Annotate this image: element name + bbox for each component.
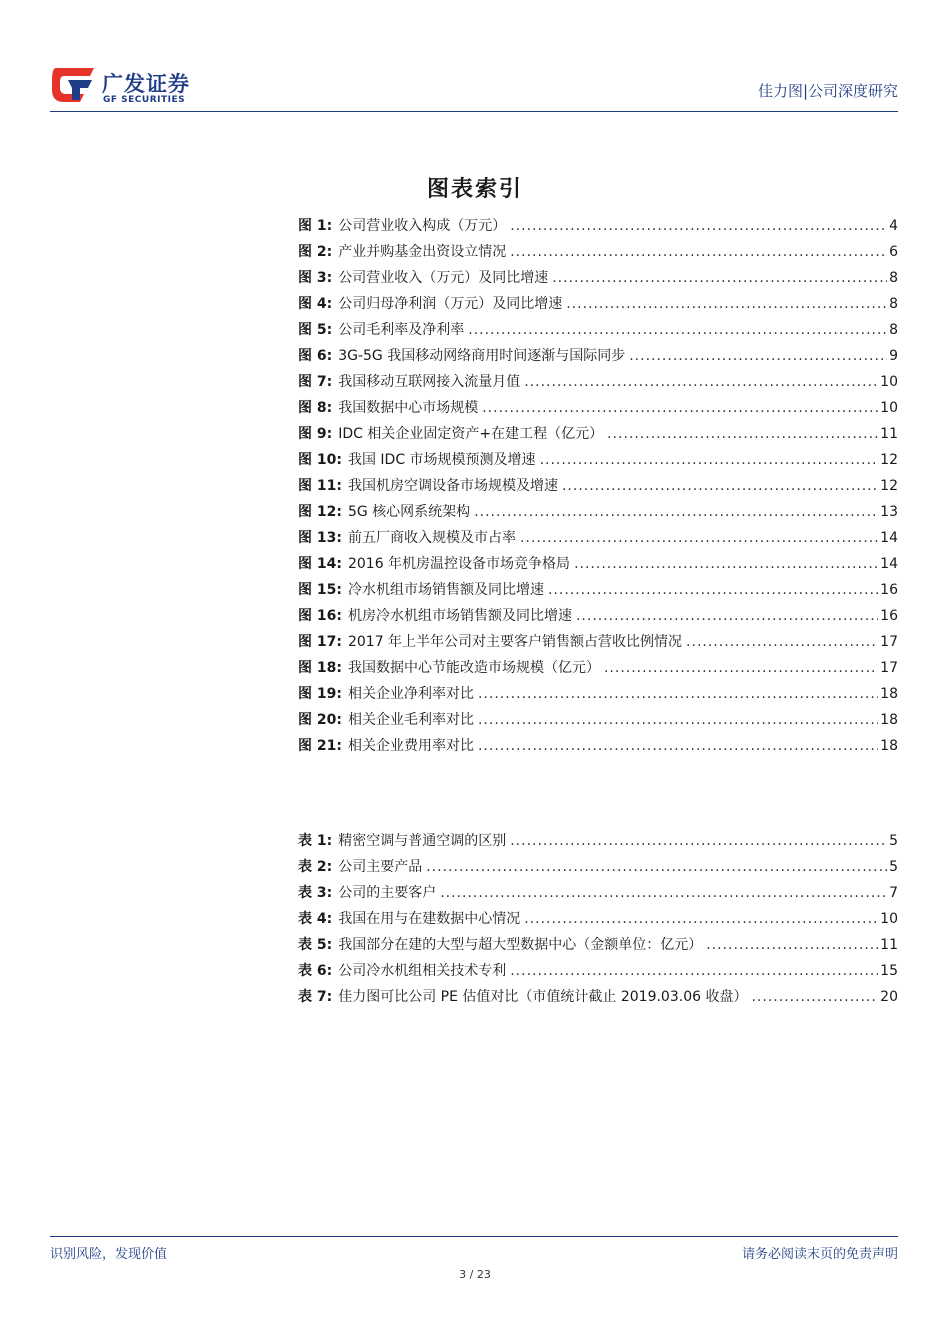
dot-leader — [510, 958, 878, 984]
logo-chinese-name: 广发证券 — [102, 72, 190, 96]
entry-page-number: 13 — [880, 504, 898, 520]
entry-title: 相关企业毛利率对比 — [347, 712, 474, 728]
dot-leader — [426, 854, 887, 880]
entry-title: 前五厂商收入规模及市占率 — [347, 530, 516, 546]
figure-index-entry[interactable] — [298, 551, 898, 577]
table-index-entry[interactable] — [298, 828, 898, 854]
dot-leader — [607, 421, 878, 447]
dot-leader — [482, 395, 878, 421]
entry-title: 2017 年上半年公司对主要客户销售额占营收比例情况 — [347, 634, 683, 650]
dot-leader — [524, 369, 878, 395]
dot-leader — [510, 213, 887, 239]
table-index-entry[interactable] — [298, 958, 898, 984]
dot-leader — [576, 603, 878, 629]
entry-label: 图 10: — [298, 452, 342, 468]
entry-title: 机房冷水机组市场销售额及同比增速 — [347, 608, 572, 624]
entry-title: 公司主要产品 — [338, 859, 423, 875]
entry-title: 公司营业收入构成（万元） — [338, 218, 507, 234]
figure-index-entry[interactable] — [298, 291, 898, 317]
entry-label: 图 1: — [298, 218, 333, 234]
dot-leader — [562, 473, 878, 499]
entry-label: 图 9: — [298, 426, 333, 442]
entry-page-number: 4 — [889, 218, 898, 234]
dot-leader — [478, 733, 878, 759]
entry-label: 图 7: — [298, 374, 333, 390]
footer-disclaimer-link[interactable]: 请务必阅读末页的免责声明 — [741, 1247, 898, 1262]
entry-page-number: 8 — [889, 296, 898, 312]
dot-leader — [566, 291, 887, 317]
logo-english-name: GF SECURITIES — [103, 95, 186, 105]
entry-label: 表 7: — [298, 989, 333, 1005]
entry-title: 相关企业净利率对比 — [347, 686, 474, 702]
entry-page-number: 14 — [880, 530, 898, 546]
entry-title: 公司营业收入（万元）及同比增速 — [338, 270, 549, 286]
page-number: 3 / 23 — [459, 1268, 491, 1281]
entry-page-number: 8 — [889, 270, 898, 286]
entry-label: 图 2: — [298, 244, 333, 260]
entry-label: 表 3: — [298, 885, 333, 901]
entry-label: 图 17: — [298, 634, 342, 650]
entry-title: 我国移动互联网接入流量月值 — [338, 374, 521, 390]
entry-page-number: 16 — [880, 582, 898, 598]
entry-title: 3G-5G 我国移动网络商用时间逐渐与国际同步 — [338, 348, 626, 364]
figure-index-entry[interactable] — [298, 421, 898, 447]
entry-page-number: 10 — [880, 911, 898, 927]
figure-index-entry[interactable] — [298, 603, 898, 629]
entry-title: 我国数据中心市场规模 — [338, 400, 479, 416]
entry-title: 我国机房空调设备市场规模及增速 — [347, 478, 558, 494]
entry-label: 图 20: — [298, 712, 342, 728]
entry-label: 图 12: — [298, 504, 342, 520]
figure-index-entry[interactable] — [298, 213, 898, 239]
entry-page-number: 5 — [889, 859, 898, 875]
entry-page-number: 15 — [880, 963, 898, 979]
dot-leader — [751, 984, 878, 1010]
figure-index-entry[interactable] — [298, 655, 898, 681]
dot-leader — [540, 447, 879, 473]
entry-page-number: 8 — [889, 322, 898, 338]
dot-leader — [604, 655, 878, 681]
figure-index-entry[interactable] — [298, 395, 898, 421]
dot-leader — [520, 525, 878, 551]
dot-leader — [510, 828, 887, 854]
dot-leader — [510, 239, 887, 265]
dot-leader — [548, 577, 878, 603]
company-logo — [50, 62, 220, 110]
entry-title: 我国数据中心节能改造市场规模（亿元） — [347, 660, 600, 676]
entry-label: 图 11: — [298, 478, 342, 494]
dot-leader — [574, 551, 878, 577]
report-tag: 佳力图|公司深度研究 — [757, 82, 898, 100]
entry-page-number: 18 — [880, 738, 898, 754]
figure-index-entry[interactable] — [298, 577, 898, 603]
figure-index-entry[interactable] — [298, 317, 898, 343]
entry-page-number: 5 — [889, 833, 898, 849]
entry-page-number: 18 — [880, 686, 898, 702]
entry-page-number: 11 — [880, 426, 898, 442]
entry-title: 相关企业费用率对比 — [347, 738, 474, 754]
entry-label: 图 14: — [298, 556, 342, 572]
entry-title: 公司冷水机组相关技术专利 — [338, 963, 507, 979]
entry-page-number: 10 — [880, 400, 898, 416]
entry-label: 图 6: — [298, 348, 333, 364]
entry-label: 图 16: — [298, 608, 342, 624]
entry-page-number: 6 — [889, 244, 898, 260]
dot-leader — [524, 906, 878, 932]
dot-leader — [686, 629, 878, 655]
figure-index-entry[interactable] — [298, 629, 898, 655]
table-index-entry[interactable] — [298, 854, 898, 880]
figure-index-entry[interactable] — [298, 265, 898, 291]
dot-leader — [440, 880, 887, 906]
figure-index-entry[interactable] — [298, 239, 898, 265]
entry-page-number: 11 — [880, 937, 898, 953]
figure-index-entry[interactable] — [298, 369, 898, 395]
entry-title: 精密空调与普通空调的区别 — [338, 833, 507, 849]
figure-index-entry[interactable] — [298, 473, 898, 499]
entry-label: 表 4: — [298, 911, 333, 927]
entry-title: 公司归母净利润（万元）及同比增速 — [338, 296, 563, 312]
entry-label: 表 6: — [298, 963, 333, 979]
dot-leader — [552, 265, 887, 291]
entry-page-number: 7 — [889, 885, 898, 901]
figure-index-entry[interactable] — [298, 343, 898, 369]
entry-page-number: 14 — [880, 556, 898, 572]
figure-index-entry[interactable] — [298, 707, 898, 733]
table-index-entry[interactable] — [298, 880, 898, 906]
dot-leader — [474, 499, 878, 525]
entry-page-number: 17 — [880, 634, 898, 650]
entry-title: 公司的主要客户 — [338, 885, 437, 901]
entry-label: 图 4: — [298, 296, 333, 312]
entry-title: 我国在用与在建数据中心情况 — [338, 911, 521, 927]
toc-title: 图表索引 — [426, 177, 523, 202]
table-index-list — [298, 828, 898, 1010]
dot-leader — [706, 932, 878, 958]
entry-label: 表 1: — [298, 833, 333, 849]
entry-label: 图 15: — [298, 582, 342, 598]
entry-page-number: 17 — [880, 660, 898, 676]
entry-page-number: 10 — [880, 374, 898, 390]
entry-label: 图 3: — [298, 270, 333, 286]
dot-leader — [468, 317, 887, 343]
entry-title: 5G 核心网系统架构 — [347, 504, 471, 520]
dot-leader — [629, 343, 887, 369]
entry-title: IDC 相关企业固定资产+在建工程（亿元） — [338, 426, 604, 442]
entry-page-number: 18 — [880, 712, 898, 728]
table-index-entry[interactable] — [298, 984, 898, 1010]
figure-index-entry[interactable] — [298, 525, 898, 551]
entry-page-number: 12 — [880, 452, 898, 468]
footer-divider — [50, 1236, 898, 1237]
entry-title: 2016 年机房温控设备市场竞争格局 — [347, 556, 571, 572]
header-divider — [50, 111, 898, 112]
figure-index-entry[interactable] — [298, 733, 898, 759]
entry-label: 图 18: — [298, 660, 342, 676]
entry-label: 图 19: — [298, 686, 342, 702]
entry-label: 图 21: — [298, 738, 342, 754]
figure-index-entry[interactable] — [298, 681, 898, 707]
entry-page-number: 9 — [889, 348, 898, 364]
figure-index-list — [298, 213, 898, 759]
entry-label: 表 5: — [298, 937, 333, 953]
figure-index-entry[interactable] — [298, 499, 898, 525]
gf-logo-icon — [50, 62, 98, 108]
dot-leader — [478, 707, 878, 733]
entry-title: 产业并购基金出资设立情况 — [338, 244, 507, 260]
entry-label: 图 5: — [298, 322, 333, 338]
entry-title: 我国 IDC 市场规模预测及增速 — [347, 452, 536, 468]
entry-title: 佳力图可比公司 PE 估值对比（市值统计截止 2019.03.06 收盘） — [338, 989, 748, 1005]
entry-label: 图 13: — [298, 530, 342, 546]
entry-page-number: 16 — [880, 608, 898, 624]
footer-slogan: 识别风险，发现价值 — [50, 1247, 168, 1262]
entry-title: 我国部分在建的大型与超大型数据中心（金额单位：亿元） — [338, 937, 703, 953]
table-index-entry[interactable] — [298, 906, 898, 932]
entry-page-number: 20 — [880, 989, 898, 1005]
entry-title: 冷水机组市场销售额及同比增速 — [347, 582, 544, 598]
entry-title: 公司毛利率及净利率 — [338, 322, 465, 338]
table-index-entry[interactable] — [298, 932, 898, 958]
dot-leader — [478, 681, 878, 707]
entry-label: 表 2: — [298, 859, 333, 875]
entry-label: 图 8: — [298, 400, 333, 416]
figure-index-entry[interactable] — [298, 447, 898, 473]
entry-page-number: 12 — [880, 478, 898, 494]
